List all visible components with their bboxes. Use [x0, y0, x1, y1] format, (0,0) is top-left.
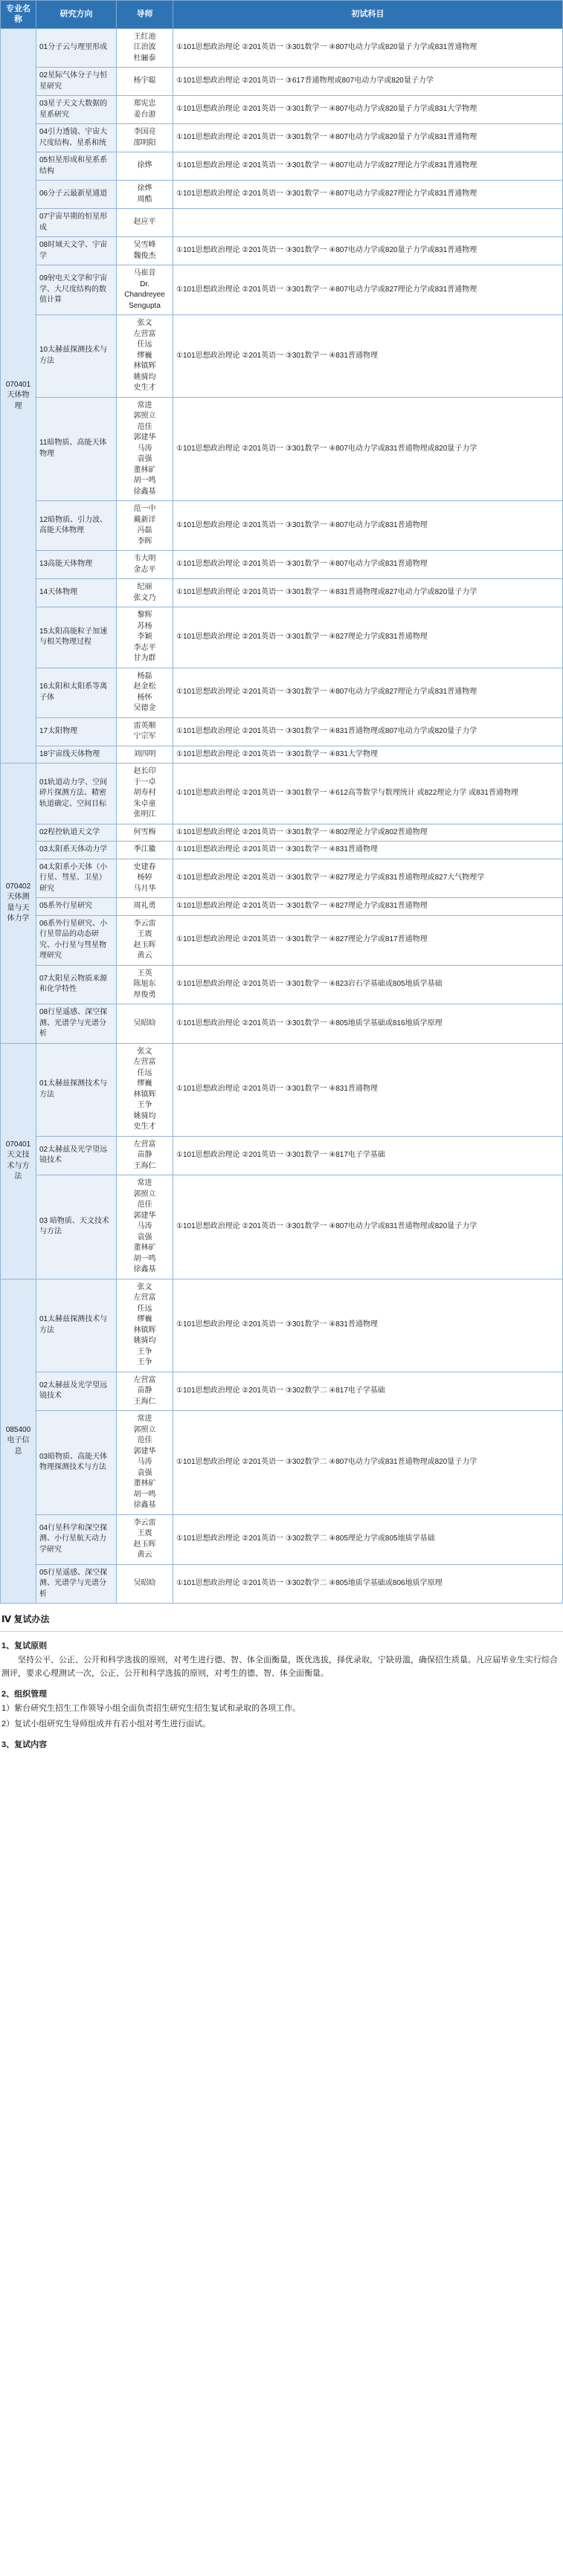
exam-subjects-cell: ①101思想政治理论 ②201英语一 ③301数学一 ④807电动力学或827理论力学或831普通物理	[173, 181, 563, 209]
exam-subjects-cell: ①101思想政治理论 ②201英语一 ③301数学一 ④807电动力学或820量子力学或831普通物理	[173, 237, 563, 265]
tutor-cell: 韦大明 金志平	[117, 551, 173, 579]
research-direction-cell: 04引力透镜、宇宙大尺度结构、星系和统	[36, 124, 117, 152]
research-direction-cell: 05恒星形成和星系系结构	[36, 152, 117, 181]
table-row	[1, 579, 563, 607]
table-row	[1, 746, 563, 764]
tutor-cell: 张文 左营富 任远 缪巍 林镇辉 王争 姚骑均 史生才	[117, 1043, 173, 1136]
table-header	[1, 1, 563, 29]
tutor-cell: 季江徽	[117, 842, 173, 859]
research-direction-cell: 05系外行星研究	[36, 898, 117, 916]
table-row	[1, 898, 563, 916]
research-direction-cell: 15太阳高能粒子加速与相关物理过程	[36, 607, 117, 668]
table-row	[1, 1372, 563, 1411]
exam-subjects-cell: ①101思想政治理论 ②201英语一 ③302数学二 ④805理论力学或805地质学基础	[173, 1514, 563, 1564]
major-code-cell: 070402 天体测量与天体力学	[1, 764, 36, 1044]
exam-subjects-cell: ①101思想政治理论 ②201英语一 ③301数学一 ④827理论力学或817普通物理	[173, 915, 563, 965]
tutor-cell: 张文 左营富 任远 缪巍 林镇辉 姚骑均 史生才	[117, 315, 173, 398]
research-direction-cell: 02太赫兹及光学望远镜技术	[36, 1372, 117, 1411]
research-direction-cell: 05行星遥感、深空探测、光谱学与光谱分析	[36, 1564, 117, 1604]
research-direction-cell: 03太阳系天体动力学	[36, 842, 117, 859]
exam-subjects-cell: ①101思想政治理论 ②201英语一 ③301数学一 ④612高等数学与数理统计 或822理论力学 或831普通物理	[173, 764, 563, 824]
tutor-cell: 赵长印 于一卓 胡寿村 朱卓童 张明江	[117, 764, 173, 824]
research-direction-cell: 03 暗物质、天文技术与方法	[36, 1175, 117, 1279]
exam-subjects-cell: ①101思想政治理论 ②201英语一 ③301数学一 ④807电动力学或831普通物理	[173, 551, 563, 579]
table-row	[1, 965, 563, 1004]
exam-subjects-cell: ①101思想政治理论 ②201英语一 ③301数学一 ④831普通物理	[173, 1043, 563, 1136]
tutor-cell: 左营富 苗静 王海仁	[117, 1372, 173, 1411]
table-row	[1, 237, 563, 265]
table-row	[1, 397, 563, 501]
exam-subjects-cell: ①101思想政治理论 ②201英语一 ③301数学一 ④807电动力学或831普通物理	[173, 501, 563, 551]
tutor-cell: 李云雷 王震 赵玉晖 黄云	[117, 915, 173, 965]
exam-subjects-cell: ①101思想政治理论 ②201英语一 ③301数学一 ④823岩石学基础或805地质学基础	[173, 965, 563, 1004]
research-direction-cell: 02程控轨道天文学	[36, 824, 117, 842]
research-direction-cell: 06分子云最新星通道	[36, 181, 117, 209]
table-row	[1, 1004, 563, 1044]
exam-subjects-cell: ①101思想政治理论 ②201英语一 ③301数学一 ④831普通物理或807电动力学或820量子力学	[173, 717, 563, 746]
research-direction-cell: 11暗物质、高能天体物理	[36, 397, 117, 501]
research-direction-cell: 14天体物理	[36, 579, 117, 607]
table-row	[1, 124, 563, 152]
exam-subjects-cell: ①101思想政治理论 ②201英语一 ③301数学一 ④827理论力学或831普通物理或827大气物理学	[173, 859, 563, 898]
table-row	[1, 859, 563, 898]
tutor-cell: 吴昭晗	[117, 1004, 173, 1044]
research-direction-cell: 09射电天文学和宇宙学、大尺度结构的数值计算	[36, 265, 117, 315]
exam-subjects-cell: ①101思想政治理论 ②201英语一 ③301数学一 ④807电动力学或820量子力学或831普通物理	[173, 28, 563, 68]
exam-subjects-cell: ①101思想政治理论 ②201英语一 ③302数学二 ④807电动力学或831普通物理或820量子力学	[173, 1411, 563, 1515]
footer-section	[0, 1613, 563, 1750]
table-row	[1, 501, 563, 551]
table-row	[1, 915, 563, 965]
exam-subjects-cell: ①101思想政治理论 ②201英语一 ③301数学一 ④831大学物理	[173, 746, 563, 764]
research-direction-cell: 02太赫兹及光学望远镜技术	[36, 1136, 117, 1175]
exam-subjects-cell: ①101思想政治理论 ②201英语一 ③301数学一 ④807电动力学或827理论力学或831普通物理	[173, 152, 563, 181]
table-row	[1, 717, 563, 746]
tutor-cell: 雷英顺 宁宗军	[117, 717, 173, 746]
footer-sub1: 1、复试原则	[1, 1642, 48, 1651]
tutor-cell: 吴昭晗	[117, 1564, 173, 1604]
tutor-cell: 史建春 杨婷 马月华	[117, 859, 173, 898]
divider	[0, 1631, 563, 1632]
tutor-cell: 纪丽 张文乃	[117, 579, 173, 607]
tutor-cell: 王英 陈旭东 厚俊勇	[117, 965, 173, 1004]
tutor-cell: 刘四明	[117, 746, 173, 764]
research-direction-cell: 06系外行星研究、小行星带品的动态研究、小行星与彗星物理研究	[36, 915, 117, 965]
research-direction-cell: 02星际气体分子与恒星研究	[36, 68, 117, 96]
exam-subjects-cell: ①101思想政治理论 ②201英语一 ③301数学一 ④831普通物理或827电动力学或820量子力学	[173, 579, 563, 607]
exam-subjects-cell: ①101思想政治理论 ②201英语一 ③301数学一 ④807电动力学或827理论力学或831普通物理	[173, 265, 563, 315]
table-row	[1, 181, 563, 209]
table-row	[1, 152, 563, 181]
exam-subjects-cell: ①101思想政治理论 ②201英语一 ③301数学一 ④827理论力学或831普通物理	[173, 898, 563, 916]
tutor-cell: 常进 郭照立 范佳 郭建华 马涛 袁强 董林矿 胡一鸣 徐鑫基	[117, 1411, 173, 1515]
tutor-cell: 左营富 苗静 王海仁	[117, 1136, 173, 1175]
tutor-cell: 马崔昔 Dr. Chandreyee Sengupta	[117, 265, 173, 315]
research-direction-cell: 01轨道动力学、空间碎片探测方法、精密轨道确定、空间目标	[36, 764, 117, 824]
major-code-cell: 070401 天文技术与方法	[1, 1043, 36, 1279]
table-row	[1, 265, 563, 315]
research-direction-cell: 13高能天体物理	[36, 551, 117, 579]
tutor-cell: 何雪梅	[117, 824, 173, 842]
footer-sub2: 2、组织管理	[1, 1690, 48, 1699]
research-direction-cell: 04行星科学和深空探测、小行星航天动力学研究	[36, 1514, 117, 1564]
research-direction-cell: 04太阳系小天体（小行星、彗星、卫星）研究	[36, 859, 117, 898]
major-code-cell: 070401 天体物理	[1, 28, 36, 764]
tutor-cell: 张文 左营富 任远 缪巍 林镇辉 姚骑均 王争 王争	[117, 1279, 173, 1372]
table-row	[1, 1564, 563, 1604]
tutor-cell: 李云雷 王震 赵玉晖 黄云	[117, 1514, 173, 1564]
research-direction-cell: 12暗物质、引力波、高能天体物理	[36, 501, 117, 551]
research-direction-cell: 07太阳星云物质来源和化学特性	[36, 965, 117, 1004]
table-row	[1, 96, 563, 124]
table-row	[1, 1175, 563, 1279]
tutor-cell: 王红池 江治波 杜骊泰	[117, 28, 173, 68]
exam-subjects-cell: ①101思想政治理论 ②201英语一 ③617普通物理或807电动力学或820量子力学	[173, 68, 563, 96]
tutor-cell: 杨宇聪	[117, 68, 173, 96]
tutor-cell: 徐烨	[117, 152, 173, 181]
major-code-cell: 085400 电子信息	[1, 1279, 36, 1604]
tutor-cell: 常进 郭照立 范佳 郭建华 马涛 袁强 董林矿 胡一鸣 徐鑫基	[117, 1175, 173, 1279]
research-direction-cell: 16太阳和太阳系等离子体	[36, 668, 117, 717]
tutor-cell: 黎辉 苏杨 李颖 李志平 甘为群	[117, 607, 173, 668]
research-direction-cell: 08行星遥感、深空探测、光谱学与光谱分析	[36, 1004, 117, 1044]
tutor-cell: 李国亮 邵明阳	[117, 124, 173, 152]
research-direction-cell: 01太赫兹探测技术与方法	[36, 1279, 117, 1372]
table-row	[1, 1136, 563, 1175]
footer-p3: 2）复试小组研究生导师组成并有若小组对考生进行面试。	[1, 1719, 211, 1728]
research-direction-cell: 07宇宙早期的恒星形成	[36, 209, 117, 237]
exam-subjects-cell: ①101思想政治理论 ②201英语一 ③301数学一 ④807电动力学或827理论力学或831普通物理	[173, 668, 563, 717]
research-direction-cell: 18宇宙线天体物理	[36, 746, 117, 764]
col-header-major: 专业名称	[1, 1, 36, 29]
tutor-cell: 周礼勇	[117, 898, 173, 916]
exam-subjects-cell: ①101思想政治理论 ②201英语一 ③301数学一 ④807电动力学或831普通物理或820量子力学	[173, 1175, 563, 1279]
table-row	[1, 551, 563, 579]
table-row	[1, 315, 563, 398]
research-direction-cell: 01太赫兹探测技术与方法	[36, 1043, 117, 1136]
tutor-cell: 徐烨 周酷	[117, 181, 173, 209]
exam-subjects-cell: ①101思想政治理论 ②201英语一 ③302数学二 ④817电子学基础	[173, 1372, 563, 1411]
exam-subjects-cell: ①101思想政治理论 ②201英语一 ③301数学一 ④807电动力学或831普通物理或820量子力学	[173, 397, 563, 501]
col-header-subjects: 初试科目	[173, 1, 563, 29]
tutor-cell: 范一中 戴新洋 冯磊 李晖	[117, 501, 173, 551]
table-row	[1, 824, 563, 842]
table-row	[1, 1043, 563, 1136]
table-row	[1, 1514, 563, 1564]
table-row	[1, 607, 563, 668]
table-row	[1, 28, 563, 68]
table-row	[1, 668, 563, 717]
table-row	[1, 842, 563, 859]
exam-subjects-cell: ①101思想政治理论 ②201英语一 ③301数学一 ④805地质学基础或816地质学原理	[173, 1004, 563, 1044]
exam-subjects-cell: ①101思想政治理论 ②201英语一 ③301数学一 ④831普通物理	[173, 315, 563, 398]
tutor-cell: 郑宪忠 姜台游	[117, 96, 173, 124]
footer-sub3: 3、复试内容	[1, 1740, 48, 1750]
research-direction-cell: 10太赫兹探测技术与方法	[36, 315, 117, 398]
exam-subjects-cell: ①101思想政治理论 ②201英语一 ③301数学一 ④817电子学基础	[173, 1136, 563, 1175]
tutor-cell: 吴雪峰 魏俊杰	[117, 237, 173, 265]
exam-subjects-cell: ①101思想政治理论 ②201英语一 ③301数学一 ④807电动力学或820量子力学或831普通物理	[173, 124, 563, 152]
table-row	[1, 1279, 563, 1372]
exam-subjects-cell: ①101思想政治理论 ②201英语一 ③301数学一 ④807电动力学或820量子力学或831大学物理	[173, 96, 563, 124]
exam-subjects-cell: ①101思想政治理论 ②201英语一 ③301数学一 ④827理论力学或831普通物理	[173, 607, 563, 668]
research-direction-cell: 03星子天文大数据的星系研究	[36, 96, 117, 124]
tutor-cell: 杨磊 赵金松 杨怀 吴德金	[117, 668, 173, 717]
tutor-cell: 常进 郭照立 范佳 郭建华 马涛 袁强 董林矿 胡一鸣 徐鑫基	[117, 397, 173, 501]
table-row	[1, 209, 563, 237]
exam-subjects-cell	[173, 209, 563, 237]
footer-section-title: Ⅳ 复试办法	[1, 1614, 50, 1625]
exam-subjects-cell: ①101思想政治理论 ②201英语一 ③302数学二 ④805地质学基础或806地质学原理	[173, 1564, 563, 1604]
research-direction-cell: 01分子云与理里形成	[36, 28, 117, 68]
exam-subjects-cell: ①101思想政治理论 ②201英语一 ③301数学一 ④831普通物理	[173, 1279, 563, 1372]
table-header-row	[1, 1, 563, 29]
tutor-cell: 赵应平	[117, 209, 173, 237]
col-header-tutor: 导师	[117, 1, 173, 29]
col-header-direction: 研究方向	[36, 1, 117, 29]
research-direction-cell: 08时域天文学、宇宙学	[36, 237, 117, 265]
footer-p1: 坚持公平、公正、公开和科学选拔的原则，对考生进行德、智、体全面衡量，既优选拔，择优录取，宁缺毋滥，确保招生质量。凡应届毕业生实行综合测评，要求心理测试一次，公正、公开和科学选拔的原则，对考生的德、智、体全面衡量。	[1, 1656, 558, 1678]
exam-subjects-cell: ①101思想政治理论 ②201英语一 ③301数学一 ④831普通物理	[173, 842, 563, 859]
table-row	[1, 1411, 563, 1515]
research-direction-cell: 03暗物质、高能天体物理探测技术与方法	[36, 1411, 117, 1515]
research-direction-cell: 17太阳物理	[36, 717, 117, 746]
footer-p2: 1）紫台研究生招生工作领导小组全面负责招生研究生招生复试和录取的各项工作。	[1, 1704, 301, 1714]
table-body	[1, 28, 563, 1604]
exam-subjects-cell: ①101思想政治理论 ②201英语一 ③301数学一 ④802理论力学或802普通物理	[173, 824, 563, 842]
table-row	[1, 764, 563, 824]
table-row	[1, 68, 563, 96]
